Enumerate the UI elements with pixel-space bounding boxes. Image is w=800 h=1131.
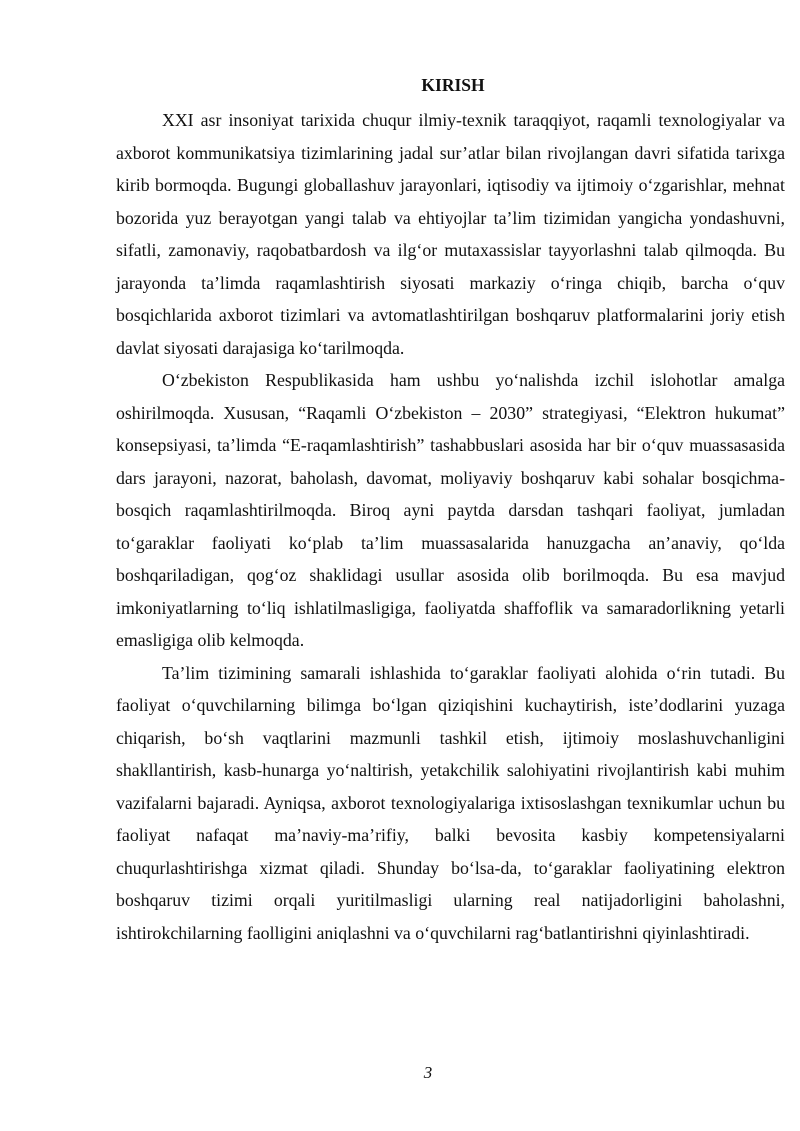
paragraph-3: Ta’lim tizimining samarali ishlashida to‘garaklar faoliyati alohida o‘rin tutadi. Bu faoliyat o‘quvchilarning bilimga bo‘lgan qiziqishini kuchaytirish, iste’dodlarini yuzaga chiqarish, bo‘sh vaqtlarini mazmunli tashkil etish, ijtimoiy moslashuvchanligini shakllantirish, kasb-hunarga yo‘naltirish, yetakchilik salohiyatini rivojlantirish kabi muhim vazifalarni bajaradi. Ayniqsa, axborot texnologiyalariga ixtisoslashgan texnikumlar uchun bu faoliyat nafaqat ma’naviy-ma’rifiy, balki bevosita kasbiy kompetensiyalarni chuqurlashtirishga xizmat qiladi. Shunday bo‘lsa-da, to‘garaklar faoliyatining elektron boshqaruv tizimi orqali yuritilmasligi ularning real natijadorligini baholashni, ishtirokchilarning faolligini aniqlashni va o‘quvchilarni rag‘batlantirishni qiyinlashtiradi. bbox=[116, 662, 785, 943]
paragraph-2: O‘zbekiston Respublikasida ham ushbu yo‘nalishda izchil islohotlar amalga oshirilmoqda. Xususan, “Raqamli O‘zbekiston – 2030” strategiyasi, “Elektron hukumat” konsepsiyasi, ta’limda “E-raqamlashtirish” tashabbuslari asosida har bir o‘quv muassasasida dars jarayoni, nazorat, baholash, davomat, moliyaviy boshqaruv kabi sohalar bosqichma-bosqich raqamlashtirilmoqda. Biroq ayni paytda darsdan tashqari faoliyat, jumladan to‘garaklar faoliyati ko‘plab ta’lim muassasalarida hanuzgacha an’anaviy, qo‘lda boshqariladigan, qog‘oz shaklidagi usullar asosida olib borilmoqda. Bu esa mavjud imkoniyatlarning to‘liq ishlatilmasligiga, faoliyatda shaffoflik va samaradorlikning yetarli emasligiga olib kelmoqda. bbox=[116, 370, 785, 650]
page-number: 3 bbox=[423, 1063, 433, 1082]
body-text bbox=[116, 104, 785, 949]
section-title: KIRISH bbox=[421, 75, 485, 95]
paragraph-1: XXI asr insoniyat tarixida chuqur ilmiy-texnik taraqqiyot, raqamli texnologiyalar va axborot kommunikatsiya tizimlarining jadal sur’atlar bilan rivojlangan davri sifatida tarixga kirib bormoqda. Bugungi globallashuv jarayonlari, iqtisodiy va ijtimoiy o‘zgarishlar, mehnat bozorida yuz berayotgan yangi talab va ehtiyojlar ta’lim tizimidan yangicha yondashuvni, sifatli, zamonaviy, raqobatbardosh va ilg‘or mutaxassislar tayyorlashni talab qilmoqda. Bu jarayonda ta’limda raqamlashtirish siyosati markaziy o‘ringa chiqib, barcha o‘quv bosqichlarida axborot tizimlari va avtomatlashtirilgan boshqaruv platformalarini joriy etish davlat siyosati darajasiga ko‘tarilmoqda. bbox=[116, 110, 785, 358]
